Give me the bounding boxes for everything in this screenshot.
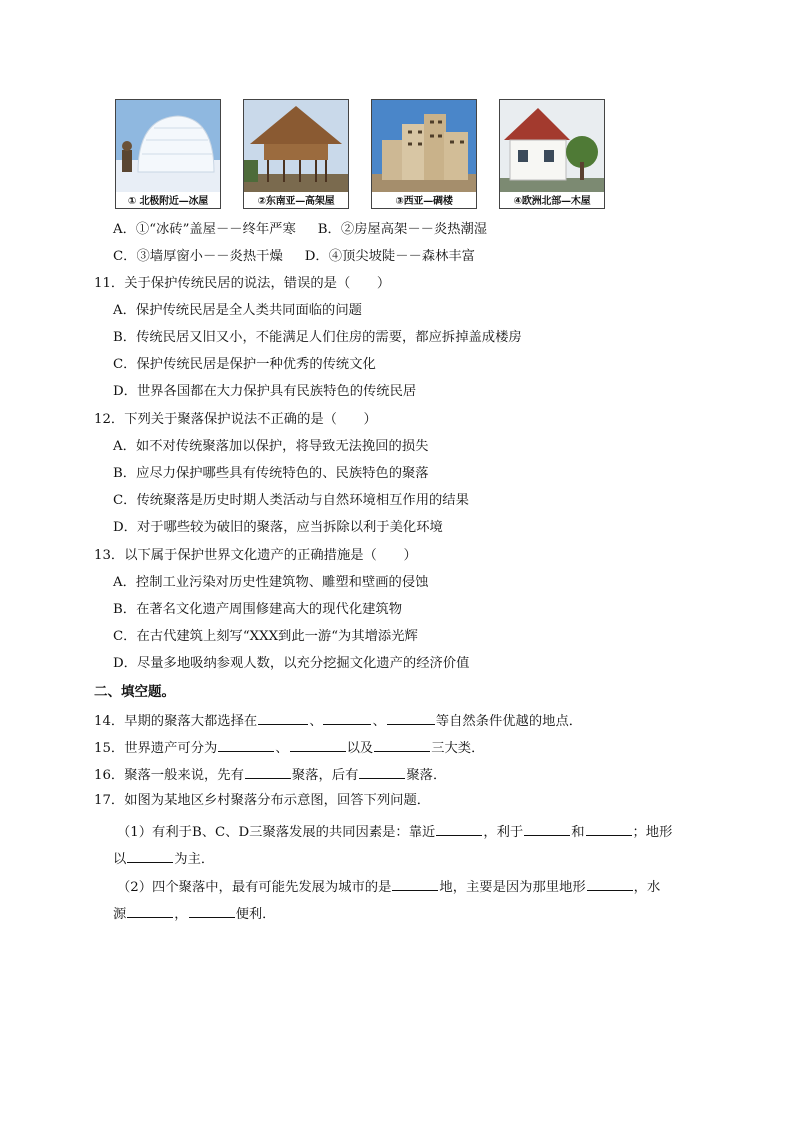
q12-option-c: C．传统聚落是历史时期人类活动与自然环境相互作用的结果	[113, 493, 469, 508]
q17-sub1-text-e: 以	[113, 852, 127, 867]
photo-stilt-house	[243, 99, 349, 209]
q13-option-c: C．在古代建筑上刻写“XXX到此一游“为其增添光辉	[113, 629, 418, 644]
house-photos	[115, 99, 605, 211]
section-heading-fill-blank: 二、填空题。	[94, 684, 175, 700]
q17-sub1-text-b: ，利于	[483, 825, 524, 840]
q10-option-b: B．②房屋高架－－炎热潮湿	[317, 222, 488, 237]
q17-sub1-text-c: 和	[571, 825, 585, 840]
q17-sub1-line1	[117, 821, 672, 842]
q13-option-b: B．在著名文化遗产周围修建高大的现代化建筑物	[113, 602, 403, 617]
q17-sub2-text-c: ，水	[633, 880, 661, 895]
q17-sub1-text-a: （1）有利于B、C、D三聚落发展的共同因素是：靠近	[117, 825, 436, 840]
q16-blank-2[interactable]	[359, 764, 405, 779]
q15-blank-3[interactable]	[374, 737, 430, 752]
q10-option-c: C．③墙厚窗小－－炎热干燥	[113, 249, 283, 264]
q17-sub1-blank-4[interactable]	[127, 848, 173, 863]
q10-option-d: D．④顶尖坡陡－－森林丰富	[304, 249, 475, 264]
q16-text-3: 聚落．	[406, 768, 447, 783]
q11-option-c: C．保护传统民居是保护一种优秀的传统文化	[113, 357, 376, 372]
q12-option-b: B．应尽力保护哪些具有传统特色的、民族特色的聚落	[113, 466, 429, 481]
q17-sub1-blank-2[interactable]	[524, 821, 570, 836]
q15-text-3: 以及	[346, 741, 374, 756]
q10-row-cd	[113, 248, 475, 266]
q16-text-1: 16．聚落一般来说，先有	[94, 768, 244, 783]
q12-option-a: A．如不对传统聚落加以保护，将导致无法挽回的损失	[113, 439, 429, 454]
photo-wooden-house	[499, 99, 605, 209]
q17-sub1-text-f: 为主．	[174, 852, 215, 867]
photo-caption-2: ②东南亚—高架屋	[257, 196, 335, 207]
q12-option-d: D．对于哪些较为破旧的聚落，应当拆除以利于美化环境	[113, 520, 443, 535]
q11-option-b: B．传统民居又旧又小，不能满足人们住房的需要，都应拆掉盖成楼房	[113, 330, 522, 345]
q15-text-2: 、	[275, 741, 289, 756]
igloo-image	[116, 100, 220, 192]
q14-text-3: 、	[372, 714, 386, 729]
q14-text-2: 、	[309, 714, 323, 729]
photo-tower-house	[371, 99, 477, 209]
stilt-house-image	[244, 100, 348, 192]
q11-option-a: A．保护传统民居是全人类共同面临的问题	[113, 303, 362, 318]
q10-row-ab	[113, 221, 487, 239]
q15-blank-2[interactable]	[290, 737, 346, 752]
q17-sub2-text-d: 源	[113, 907, 127, 922]
q11-stem: 11．关于保护传统民居的说法，错误的是（ ）	[94, 276, 391, 291]
q14-blank-3[interactable]	[387, 710, 435, 725]
q17-sub2-blank-1[interactable]	[392, 876, 438, 891]
q14-blank-1[interactable]	[258, 710, 308, 725]
wooden-house-image	[500, 100, 604, 192]
q17-sub2-text-b: 地，主要是因为那里地形	[439, 880, 586, 895]
q14-text-1: 14．早期的聚落大都选择在	[94, 714, 258, 729]
q17-stem: 17．如图为某地区乡村聚落分布示意图，回答下列问题．	[94, 793, 431, 808]
photo-caption-3: ③西亚—碉楼	[395, 196, 453, 207]
q11-option-d: D．世界各国都在大力保护具有民族特色的传统民居	[113, 384, 417, 399]
q15-text-4: 三大类．	[431, 741, 485, 756]
tower-house-image	[372, 100, 476, 192]
q17-sub1-blank-1[interactable]	[436, 821, 482, 836]
q16-blank-1[interactable]	[245, 764, 291, 779]
q13-stem: 13．以下属于保护世界文化遗产的正确措施是（ ）	[94, 548, 417, 563]
q17-sub1-blank-3[interactable]	[586, 821, 632, 836]
q17-sub1-text-d: ；地形	[632, 825, 673, 840]
q17-sub1-line2	[113, 848, 214, 869]
q17-sub2-text-e: ，	[174, 907, 188, 922]
q17-sub2-text-f: 便利．	[235, 907, 276, 922]
q10-option-a: A．①“冰砖”盖屋－－终年严寒	[113, 222, 296, 237]
q13-option-a: A．控制工业污染对历史性建筑物、雕塑和壁画的侵蚀	[113, 575, 429, 590]
photo-caption-4: ④欧洲北部—木屋	[513, 196, 591, 207]
q17-sub2-blank-2[interactable]	[587, 876, 633, 891]
q13-option-d: D．尽量多地吸纳参观人数，以充分挖掘文化遗产的经济价值	[113, 656, 470, 671]
q15-blank-1[interactable]	[218, 737, 274, 752]
photo-caption-1: ① 北极附近—冰屋	[127, 196, 209, 207]
q17-sub2-line2	[113, 903, 275, 924]
q14-blank-2[interactable]	[323, 710, 371, 725]
q14-text-4: 等自然条件优越的地点．	[435, 714, 583, 729]
q17-sub2-text-a: （2）四个聚落中，最有可能先发展为城市的是	[117, 880, 392, 895]
q14-line	[94, 710, 582, 731]
q17-sub2-blank-4[interactable]	[189, 903, 235, 918]
photo-igloo	[115, 99, 221, 209]
q17-sub2-line1	[117, 876, 660, 897]
q12-stem: 12．下列关于聚落保护说法不正确的是（ ）	[94, 412, 377, 427]
q16-line	[94, 764, 446, 785]
q17-sub2-blank-3[interactable]	[127, 903, 173, 918]
q16-text-2: 聚落，后有	[291, 768, 359, 783]
q15-line	[94, 737, 484, 758]
q15-text-1: 15．世界遗产可分为	[94, 741, 218, 756]
